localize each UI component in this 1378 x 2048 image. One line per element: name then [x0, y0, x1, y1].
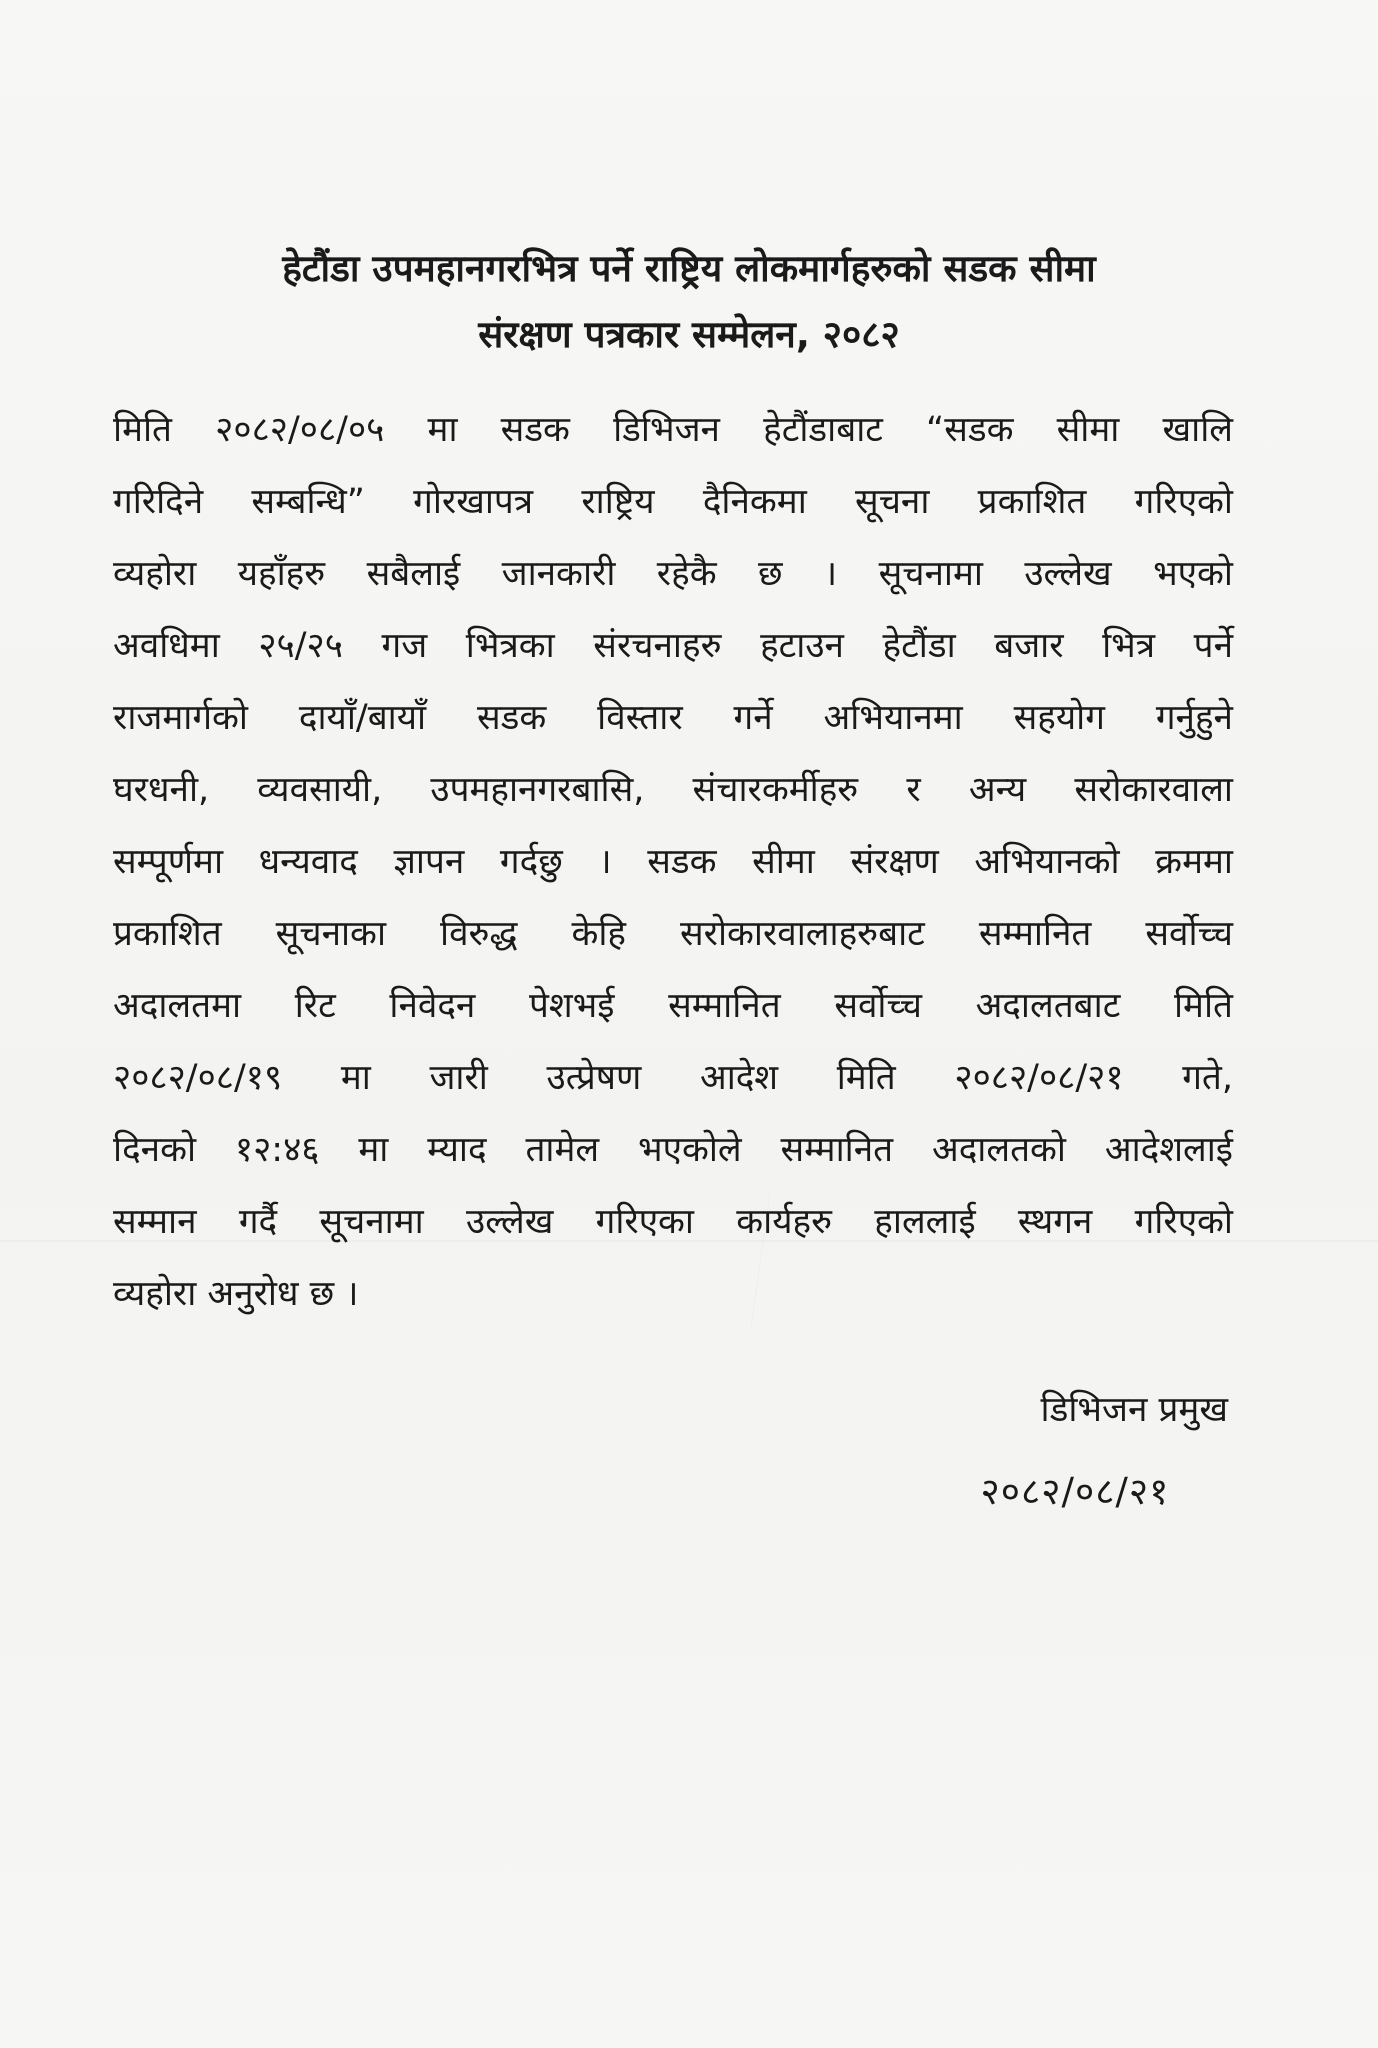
body-line: अदालतमा रिट निवेदन पेशभई सम्मानित सर्वोच्च अदालतबाट मिति — [113, 986, 1233, 1026]
body-line: व्यहोरा यहाँहरु सबैलाई जानकारी रहेकै छ । सूचनामा उल्लेख भएको — [113, 554, 1233, 594]
document-body — [113, 394, 1233, 1330]
signed-date: २०८२/०८/२१ — [980, 1470, 1170, 1513]
title-line-1: हेटौंडा उपमहानगरभित्र पर्ने राष्ट्रिय लोकमार्गहरुको सडक सीमा — [282, 247, 1096, 290]
body-line: गरिदिने सम्बन्धि” गोरखापत्र राष्ट्रिय दैनिकमा सूचना प्रकाशित गरिएको — [113, 482, 1233, 522]
signatory-title: डिभिजन प्रमुख — [1040, 1390, 1228, 1430]
body-line: सम्मान गर्दै सूचनामा उल्लेख गरिएका कार्यहरु हाललाई स्थगन गरिएको — [113, 1202, 1233, 1242]
title-line-2: संरक्षण पत्रकार सम्मेलन, २०८२ — [478, 313, 900, 356]
document-title — [0, 236, 1378, 368]
body-line-last: व्यहोरा अनुरोध छ । — [113, 1274, 359, 1314]
body-line: मिति २०८२/०८/०५ मा सडक डिभिजन हेटौंडाबाट “सडक सीमा खालि — [113, 410, 1233, 450]
body-line: प्रकाशित सूचनाका विरुद्ध केहि सरोकारवालाहरुबाट सम्मानित सर्वोच्च — [113, 914, 1233, 954]
body-line: सम्पूर्णमा धन्यवाद ज्ञापन गर्दछु । सडक सीमा संरक्षण अभियानको क्रममा — [113, 842, 1233, 882]
body-line: अवधिमा २५/२५ गज भित्रका संरचनाहरु हटाउन हेटौंडा बजार भित्र पर्ने — [113, 626, 1233, 666]
body-line: राजमार्गको दायाँ/बायाँ सडक विस्तार गर्ने अभियानमा सहयोग गर्नुहुने — [113, 698, 1233, 738]
signature-block — [981, 1380, 1228, 1522]
body-line: घरधनी, व्यवसायी, उपमहानगरबासि, संचारकर्मीहरु र अन्य सरोकारवाला — [113, 770, 1234, 810]
body-line: २०८२/०८/१९ मा जारी उत्प्रेषण आदेश मिति २०८२/०८/२१ गते, — [113, 1058, 1233, 1098]
body-line: दिनको १२:४६ मा म्याद तामेल भएकोले सम्मानित अदालतको आदेशलाई — [113, 1130, 1233, 1170]
